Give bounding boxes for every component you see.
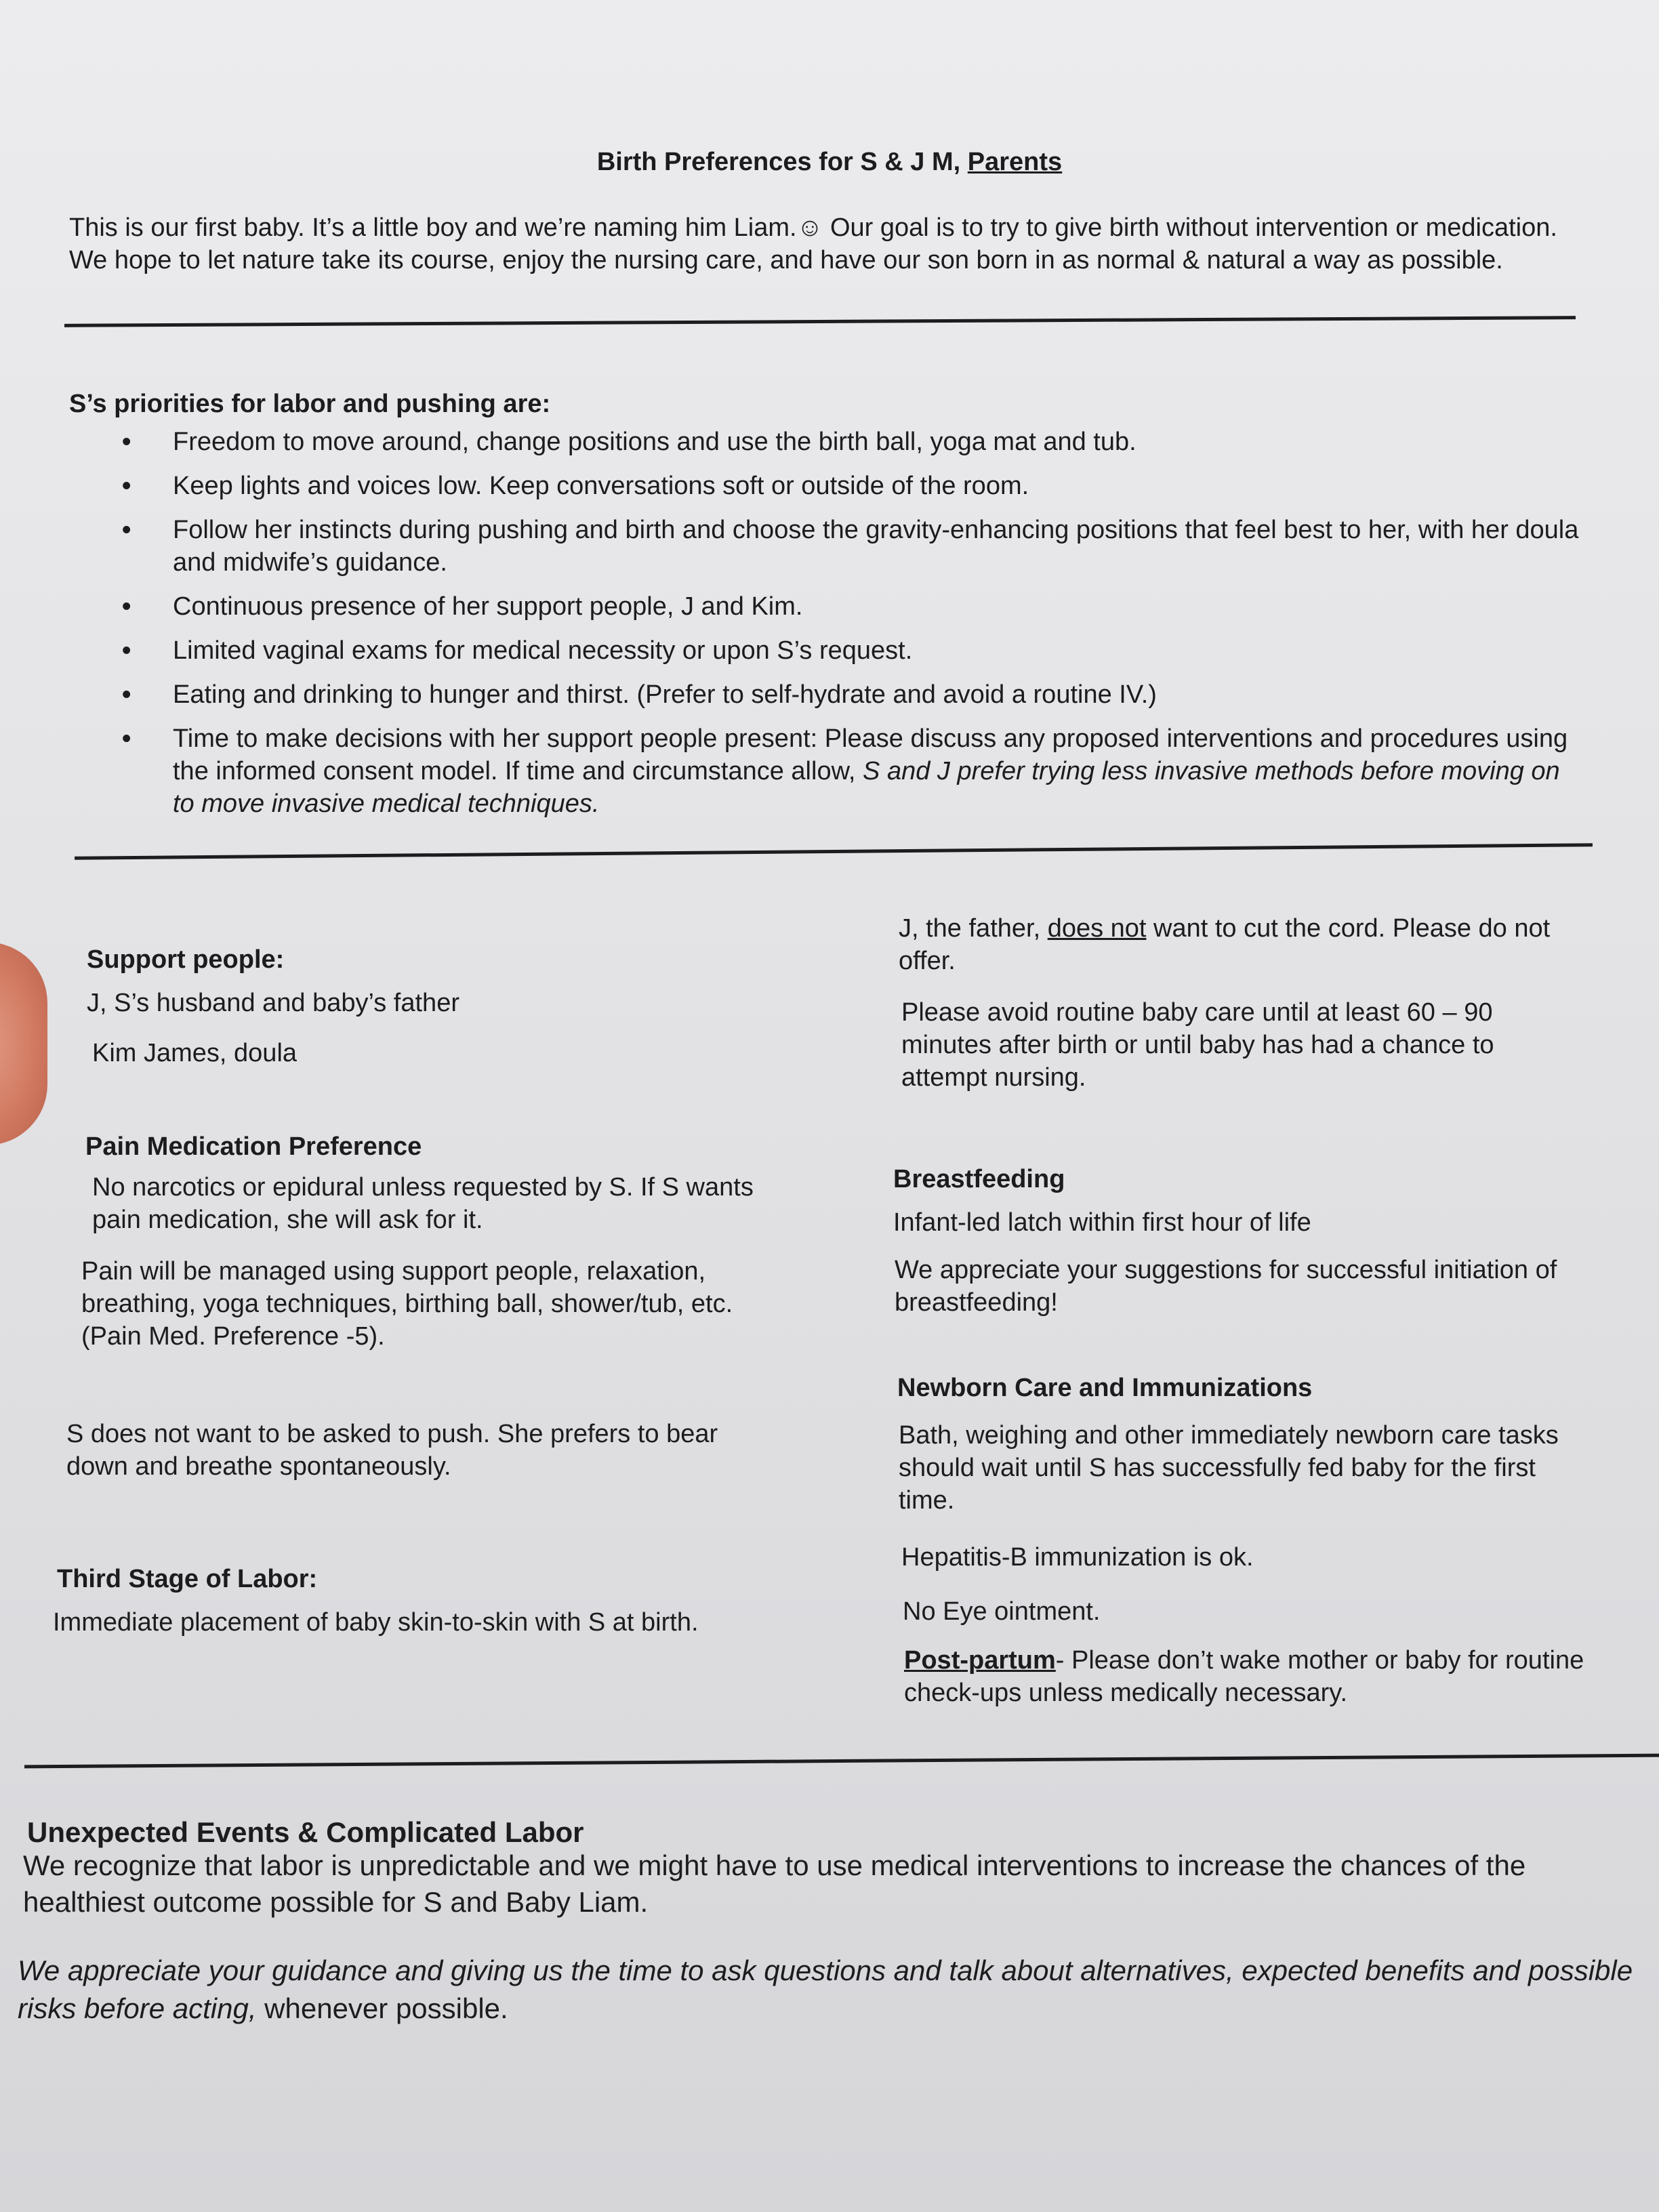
newborn-text-2: Hepatitis-B immunization is ok.: [901, 1543, 1254, 1572]
breastfeeding-text-2: We appreciate your suggestions for successful initiation of breastfeeding!: [895, 1256, 1557, 1317]
priority-text: Keep lights and voices low. Keep conversations soft or outside of the room.: [173, 472, 1029, 500]
priority-text: Eating and drinking to hunger and thirst. (Prefer to self-hydrate and avoid a routine IV.): [173, 680, 1157, 709]
bullet-icon: •: [122, 636, 131, 665]
newborn-text-3: No Eye ointment.: [903, 1597, 1101, 1626]
bullet-icon: •: [122, 680, 131, 709]
bullet-icon: •: [122, 592, 131, 621]
priority-item: [122, 634, 1586, 667]
finger: [0, 942, 47, 1145]
unexpected-text: We recognize that labor is unpredictable and we might have to use medical interventions to increase the chances of the healthiest outcome possible for S and Baby Liam.: [23, 1849, 1526, 1918]
priority-item: [122, 678, 1586, 711]
cord-text-underlined: does not: [1047, 914, 1147, 943]
postpartum-body: - Please don’t wake mother or baby for routine check-ups unless medically necessary.: [904, 1646, 1584, 1707]
priority-item: [122, 722, 1586, 820]
divider-2: [75, 843, 1593, 860]
pain-heading: Pain Medication Preference: [85, 1132, 422, 1161]
priority-item: [122, 470, 1586, 502]
pain-text-2: Pain will be managed using support people, relaxation, breathing, yoga techniques, birthing ball, shower/tub, etc. (Pain Med. Preference -5).: [81, 1257, 733, 1351]
breastfeeding-text-1: Infant-led latch within first hour of life: [893, 1208, 1311, 1237]
push-text: S does not want to be asked to push. She prefers to bear down and breathe spontaneously.: [66, 1420, 718, 1481]
cord-text-b: want to cut the cord. Please do not offer.: [899, 914, 1551, 975]
third-stage-text: Immediate placement of baby skin-to-skin with S at birth.: [53, 1608, 699, 1637]
third-stage-heading: Third Stage of Labor:: [57, 1565, 318, 1593]
postpartum-label: Post-partum: [904, 1646, 1056, 1675]
priority-item: [122, 514, 1586, 579]
support-person-1: J, S’s husband and baby’s father: [87, 989, 459, 1017]
priority-item: [122, 590, 1586, 623]
priority-text: Time to make decisions with her support people present: Please discuss any proposed interventions and procedures using the informed consent model. If time and circumstance allow,: [173, 724, 1568, 785]
priority-text: Freedom to move around, change positions and use the birth ball, yoga mat and tub.: [173, 428, 1136, 456]
unexpected-closing-italic: We appreciate your guidance and giving us the time to ask questions and talk about alternatives, expected benefits and possible risks before acting,: [18, 1954, 1633, 2024]
priority-text-italic: S and J prefer trying less invasive methods before moving on to move invasive medical techniques.: [173, 757, 1560, 818]
priority-item: [122, 426, 1586, 458]
unexpected-heading: Unexpected Events & Complicated Labor: [27, 1816, 584, 1848]
divider-3: [24, 1754, 1659, 1769]
cord-text-a: J, the father,: [899, 914, 1048, 943]
newborn-text-1: Bath, weighing and other immediately newborn care tasks should wait until S has successfully fed baby for the first time.: [899, 1421, 1559, 1515]
priorities-heading: S’s priorities for labor and pushing are:: [69, 390, 551, 418]
title-text: Birth Preferences for S & J M,: [596, 148, 961, 176]
baby-care-text: Please avoid routine baby care until at least 60 – 90 minutes after birth or until baby has had a chance to attempt nursing.: [901, 998, 1494, 1092]
priority-text: Continuous presence of her support people, J and Kim.: [173, 592, 803, 621]
bullet-icon: •: [122, 472, 131, 500]
breastfeeding-heading: Breastfeeding: [893, 1165, 1065, 1193]
priorities-list: [122, 426, 1586, 832]
priority-text: Follow her instincts during pushing and birth and choose the gravity-enhancing positions that feel best to her, with her doula and midwife’s guidance.: [173, 516, 1579, 577]
title-underlined: Parents: [967, 148, 1063, 176]
unexpected-closing: [18, 1952, 1644, 2028]
bullet-icon: •: [122, 428, 131, 456]
support-person-2: Kim James, doula: [92, 1039, 298, 1067]
pain-text-1: No narcotics or epidural unless requested by S. If S wants pain medication, she will ask for it.: [92, 1173, 754, 1234]
cord-text: [899, 912, 1576, 977]
intro-paragraph: This is our first baby. It’s a little boy and we’re naming him Liam.☺ Our goal is to try to give birth without intervention or medication. We hope to let nature take its course, enjoy the nursing care, and have our son born in as normal & natural a way as possible.: [69, 213, 1557, 274]
bullet-icon: •: [122, 724, 131, 753]
divider-1: [64, 316, 1576, 327]
page-title: [0, 148, 1659, 177]
newborn-heading: Newborn Care and Immunizations: [897, 1374, 1313, 1402]
postpartum-text: [904, 1644, 1616, 1709]
bullet-icon: •: [122, 516, 131, 544]
support-heading: Support people:: [87, 945, 285, 974]
priority-text: Limited vaginal exams for medical necessity or upon S’s request.: [173, 636, 913, 665]
unexpected-closing-tail: whenever possible.: [256, 1992, 508, 2024]
